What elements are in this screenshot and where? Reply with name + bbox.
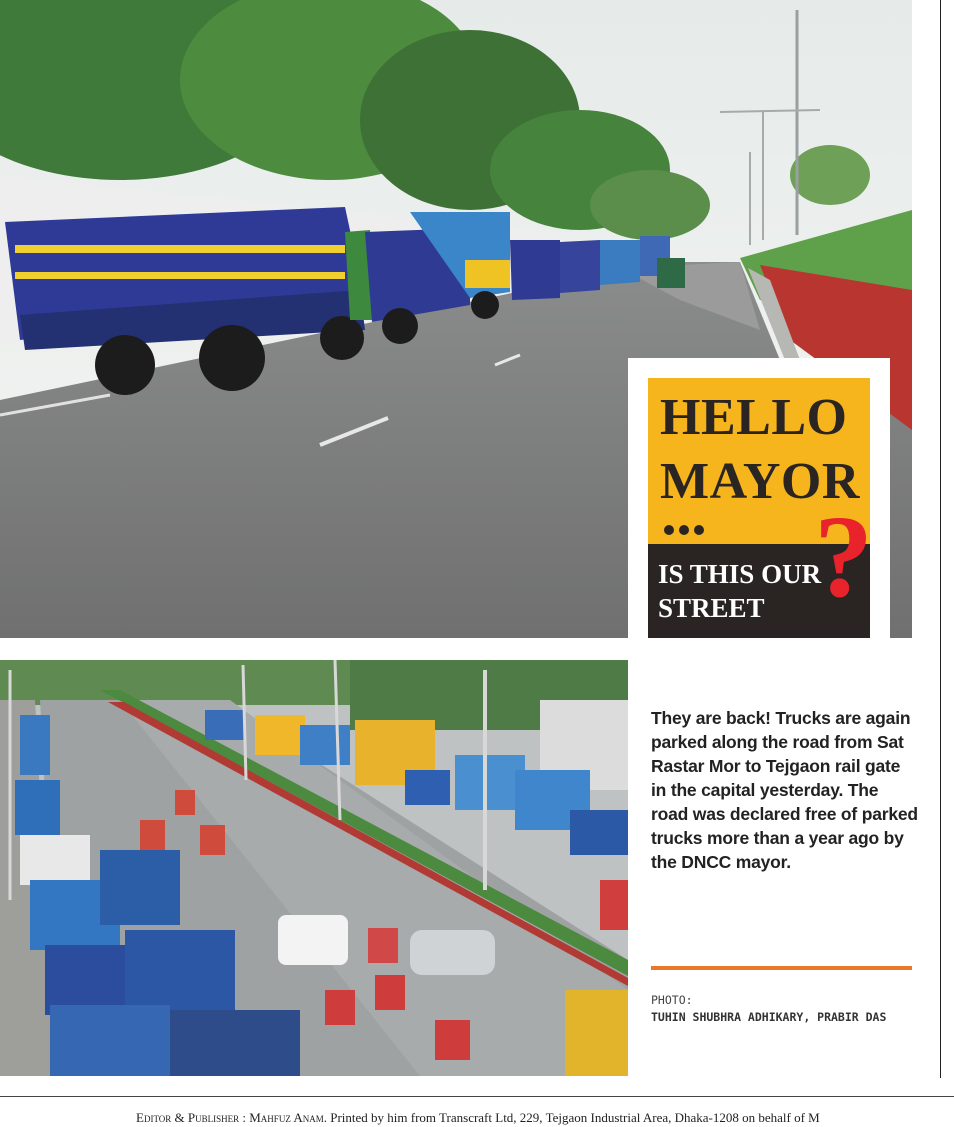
footer-role: Editor & Publisher xyxy=(136,1110,240,1125)
question-mark-icon: ? xyxy=(814,491,873,622)
subtitle-line-1: IS THIS OUR xyxy=(658,559,822,589)
subtitle-line-2: STREET xyxy=(658,593,765,623)
photo-caption: They are back! Trucks are again parked along the road from Sat Rastar Mor to Tejgaon rail gate in the capital yesterday. The road was declared free of parked trucks more than a year ago by the DNCC mayor. xyxy=(651,708,918,872)
footer-separator: : xyxy=(239,1110,250,1125)
footer-name: Mahfuz Anam xyxy=(249,1110,324,1125)
footer-imprint xyxy=(136,1110,820,1126)
title-hello: HELLO xyxy=(660,389,848,446)
title-mayor: MAYOR xyxy=(660,453,860,510)
photo-label: PHOTO: xyxy=(651,993,693,1007)
footer-rule xyxy=(0,1096,954,1097)
footer-text: . Printed by him from Transcraft Ltd, 229, Tejgaon Industrial Area, Dhaka-1208 on behalf of M xyxy=(323,1110,820,1125)
dot-icon xyxy=(694,525,704,535)
photo-credit: TUHIN SHUBHRA ADHIKARY, PRABIR DAS xyxy=(651,1010,887,1024)
dot-icon xyxy=(679,525,689,535)
bottom-photo-road-aerial xyxy=(0,660,628,1076)
dot-icon xyxy=(664,525,674,535)
title-card xyxy=(628,358,890,638)
right-column-rule xyxy=(940,0,941,1078)
ellipsis-dots xyxy=(664,522,709,540)
caption-divider xyxy=(651,966,912,970)
